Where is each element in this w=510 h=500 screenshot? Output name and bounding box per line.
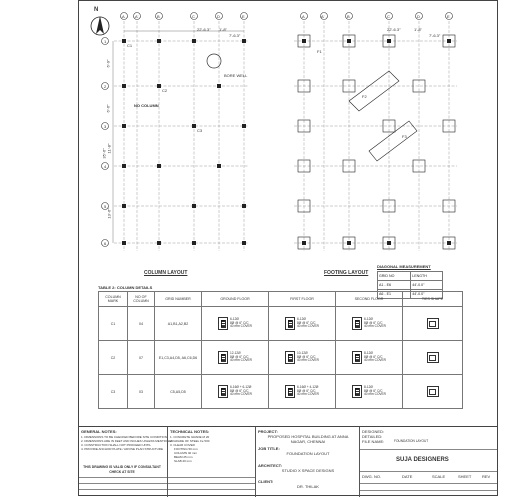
row-count: 04 <box>128 307 155 341</box>
col-top-dim-3: 7'-6.3" <box>229 33 241 38</box>
technical-note-4: FOOTING 50 mm <box>174 447 198 451</box>
sf-bars: 6-12Ø <box>364 317 373 322</box>
col-grid-3: 3 <box>104 124 107 129</box>
ff-ties: 8Ø @ 6" C/C <box>297 354 316 359</box>
sf-cover: 40 mm COVER <box>364 324 386 329</box>
col-grid-e: E <box>242 14 245 19</box>
rev-label: REV <box>482 474 491 479</box>
company-panel <box>359 427 497 497</box>
th-second-floor: SECOND FLOOR <box>336 292 403 307</box>
row-mark: C2 <box>99 341 128 375</box>
col-left-dim-1: 6'-9" <box>105 59 111 68</box>
ff-cover: 40 mm COVER <box>297 358 319 363</box>
architect-value: STUDIO X SPACE DESIGNS <box>281 468 335 473</box>
col-grid-1: 1 <box>104 39 107 44</box>
column-section-icon <box>352 317 362 330</box>
sf-cover: 40 mm COVER <box>364 392 386 397</box>
column-layout-drawing <box>99 11 254 266</box>
sf-bars: 8-12Ø <box>364 385 373 390</box>
foot-grid-e: E <box>447 14 450 19</box>
gf-bars: 6-12Ø <box>230 317 239 322</box>
row-count: 07 <box>128 341 155 375</box>
technical-note-7: SLAB 20 mm <box>174 459 192 463</box>
foot-grid-c: C <box>387 14 390 19</box>
scale-label: SCALE <box>432 474 446 479</box>
th-ground-floor: GROUND FLOOR <box>202 292 269 307</box>
col-top-dim-1: 22'-6.3" <box>197 27 211 32</box>
foot-grid-a2: A' <box>321 14 325 19</box>
column-section-icon <box>218 385 228 398</box>
diagonal-header-length: LENGTH <box>411 272 443 281</box>
ff-bars: 6-16Ø + 4-12Ø <box>297 385 319 390</box>
gf-cover: 40 mm COVER <box>230 392 252 397</box>
column-section-icon <box>352 351 362 364</box>
row-grid: A1,B1,A2,B2 <box>155 307 202 341</box>
gf-ties: 8Ø @ 6" C/C <box>230 388 249 393</box>
th-no-of-column: NO OF COLUMN <box>128 292 155 307</box>
table-row <box>99 307 463 341</box>
foot-mark-f1: F1 <box>317 49 322 54</box>
col-left-dim-4: 13'-6" <box>106 208 112 219</box>
th-grid-number: GRID NUMBER <box>155 292 202 307</box>
architect-label: ARCHITECT: <box>258 463 282 468</box>
col-grid-5: 5 <box>104 204 107 209</box>
general-note-3: 3. CONSTRUCTION SHALL NOT PROCEED UNTIL <box>81 443 152 447</box>
foot-top-dim-3: 7'-6.3" <box>429 33 441 38</box>
designed-label: DESIGNED: <box>362 429 385 434</box>
ff-bars: 6-12Ø <box>297 317 306 322</box>
file-name-label: FILE NAME: <box>362 439 385 444</box>
diagonal-row-2-grid: A6 - E1 <box>378 290 411 299</box>
col-grid-2: 2 <box>104 84 107 89</box>
title-block <box>79 426 497 497</box>
column-section-icon <box>352 385 362 398</box>
col-note: NO COLUMN <box>134 103 159 108</box>
job-label: JOB TITLE: <box>258 446 280 451</box>
ties-shape-icon <box>427 386 439 397</box>
technical-notes-title: TECHNICAL NOTES: <box>170 429 210 434</box>
col-mark-c3: C3 <box>197 128 203 133</box>
row-grid: E1,C3,A4,D5, A6,C6,D6 <box>155 341 202 375</box>
foot-grid-a: A <box>302 14 305 19</box>
th-first-floor: FIRST FLOOR <box>269 292 336 307</box>
sf-ties: 8Ø @ 6" C/C <box>364 320 383 325</box>
client-label: CLIENT: <box>258 479 274 484</box>
dwg-no-label: DWG. NO. <box>362 474 382 479</box>
col-grid-a: A <box>122 14 125 19</box>
ff-ties: 8Ø @ 6" C/C <box>297 388 316 393</box>
column-section-icon <box>218 351 228 364</box>
column-section-icon <box>285 317 295 330</box>
ff-cover: 40 mm COVER <box>297 392 319 397</box>
row-count: 03 <box>128 375 155 409</box>
foot-grid-d: D <box>417 14 420 19</box>
th-column-mark: COLUMN MARK <box>99 292 128 307</box>
warning-text: THIS DRAWING IS VALID ONLY IF CONSULTANT CHECK AT SITE <box>83 465 161 474</box>
ff-ties: 8Ø @ 6" C/C <box>297 320 316 325</box>
ties-shape-icon <box>427 318 439 329</box>
col-overall-dim: 35'-6" <box>101 148 107 159</box>
detailed-label: DETAILED: <box>362 434 383 439</box>
ff-cover: 40 mm COVER <box>297 324 319 329</box>
technical-notes-panel <box>167 427 255 497</box>
foot-top-dim-2: 1'-8" <box>414 27 422 32</box>
col-left-dim-2: 6'-6" <box>105 104 111 113</box>
diagonal-row-1-length: 44'-0.0" <box>411 281 443 290</box>
row-mark: C1 <box>99 307 128 341</box>
general-note-4: 4. PROVIDE ANCHOR PLATE / ADVISE PLAN STRUCTURE <box>81 447 163 451</box>
project-label: PROJECT: <box>258 429 278 434</box>
ties-shape-icon <box>427 352 439 363</box>
col-mark-c2: C2 <box>162 88 168 93</box>
company-name: SUJA DESIGNERS <box>396 457 449 463</box>
diagonal-header-grid: GRID NO <box>378 272 411 281</box>
footing-layout-drawing <box>279 11 459 266</box>
col-grid-4: 4 <box>104 164 107 169</box>
gf-cover: 40 mm COVER <box>230 358 252 363</box>
row-grid: C5,A5,D5 <box>155 375 202 409</box>
gf-cover: 40 mm COVER <box>230 324 252 329</box>
foot-mark-f3: F3 <box>402 134 407 139</box>
diagonal-row-2-length: 44'-0.0" <box>411 290 443 299</box>
column-table-title: TABLE 2: COLUMN DETAILS <box>98 285 153 290</box>
footing-layout-title: FOOTING LAYOUT <box>324 270 369 276</box>
sf-ties: 8Ø @ 6" C/C <box>364 388 383 393</box>
general-note-2: 2. DIMENSIONS ARE IN FEET AND INCHES UNLESS MENTIONED <box>81 439 174 443</box>
drawing-sheet <box>78 0 498 496</box>
diagonal-title: DIAGONAL MEASUREMENT <box>377 264 431 269</box>
col-top-dim-2: 1'-8" <box>219 27 227 32</box>
technical-note-6: BEAM 25 mm <box>174 455 193 459</box>
diagonal-row-1-grid: A1 - E6 <box>378 281 411 290</box>
col-bore-well: BORE WELL <box>224 73 248 78</box>
general-notes-title: GENERAL NOTES: <box>81 429 117 434</box>
date-label: DATE <box>402 474 413 479</box>
col-mark-c1: C1 <box>127 43 133 48</box>
column-section-icon <box>218 317 228 330</box>
technical-note-1: 1. CONCRETE GRADE M 20 <box>170 435 210 439</box>
gf-bars: 6-16Ø + 6-12Ø <box>230 385 252 390</box>
technical-note-3: 3. CLEAR COVER <box>170 443 195 447</box>
foot-grid-b: B <box>347 14 350 19</box>
col-grid-6: 6 <box>104 241 107 246</box>
row-mark: C3 <box>99 375 128 409</box>
col-grid-c: C <box>192 14 195 19</box>
project-panel <box>255 427 359 497</box>
column-section-icon <box>285 351 295 364</box>
general-notes-panel <box>79 427 174 497</box>
col-left-dim-3: 11'-8" <box>106 143 112 154</box>
column-layout-title: COLUMN LAYOUT <box>144 270 188 276</box>
file-name-value: FOUNDATION LAYOUT <box>394 439 429 443</box>
column-details-table <box>98 291 463 409</box>
col-grid-b: B <box>157 14 160 19</box>
north-label: N <box>94 7 99 13</box>
sf-ties: 8Ø @ 6" C/C <box>364 354 383 359</box>
foot-mark-f2: F2 <box>362 94 367 99</box>
gf-ties: 8Ø @ 6" C/C <box>230 320 249 325</box>
col-grid-d: D <box>217 14 220 19</box>
table-row <box>99 341 463 375</box>
job-value: FOUNDATION LAYOUT <box>286 451 330 456</box>
sheet-label: SHEET <box>458 474 472 479</box>
client-value: DR. THILAK <box>297 484 319 489</box>
gf-ties: 8Ø @ 6" C/C <box>230 354 249 359</box>
technical-note-5: COLUMN 40 mm <box>174 451 198 455</box>
col-grid-a2: A' <box>135 14 139 19</box>
technical-note-2: 2. GRADE OF STEEL Fe 500 <box>170 439 210 443</box>
project-value: PROPOSED HOSPITAL BUILDING AT ANNA NAGAR, CHENNAI <box>267 434 349 444</box>
table-row <box>99 375 463 409</box>
ff-bars: 10-12Ø <box>297 351 308 356</box>
gf-bars: 12-12Ø <box>230 351 241 356</box>
column-section-icon <box>285 385 295 398</box>
sf-bars: 8-12Ø <box>364 351 373 356</box>
sf-cover: 40 mm COVER <box>364 358 386 363</box>
general-note-1: 1. DIMENSIONS TO BE CHECKED BEFORE SITE CONDITION <box>81 435 167 439</box>
foot-top-dim-1: 22'-6.3" <box>387 27 401 32</box>
th-ties-shape: TIES SHAPE <box>403 292 463 307</box>
